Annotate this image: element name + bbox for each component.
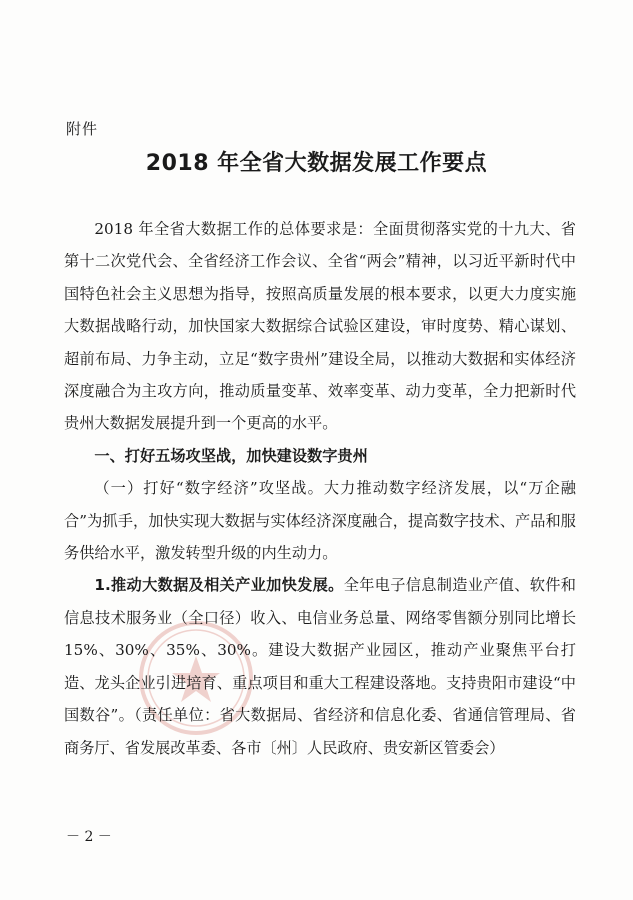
document-title: 2018 年全省大数据发展工作要点 — [145, 151, 488, 176]
item-text: 全年电子信息制造业产值、软件和信息技术服务业（全口径）收入、电信业务总量、网络零售额分别同比增长 15%、30%、35%、30%。建设大数据产业园区，推动产业聚焦平台打造、龙头企业引进培育、重点项目和重大工程建设落地。支持贵阳市建设“中国数谷”。（责任单位：省大数据局、省经济和信息化委、省通信管理局、省商务厅、省发展改革委、各市〔州〕人民政府、贵安新区管委会） — [64, 576, 576, 757]
item-paragraph — [64, 569, 576, 763]
item-heading: 1.推动大数据及相关产业加快发展。 — [94, 576, 344, 595]
document-body — [64, 213, 576, 764]
attachment-label: 附件 — [66, 120, 99, 138]
page-number: － 2 － — [66, 829, 112, 845]
section-heading: 一、打好五场攻坚战，加快建设数字贵州 — [94, 446, 368, 465]
subsection-paragraph: （一）打好“数字经济”攻坚战。大力推动数字经济发展，以“万企融合”为抓手，加快实现大数据与实体经济深度融合，提高数字技术、产品和服务供给水平，激发转型升级的内生动力。 — [64, 479, 576, 563]
intro-paragraph: 2018 年全省大数据工作的总体要求是：全面贯彻落实党的十九大、省第十二次党代会、全省经济工作会议、全省“两会”精神，以习近平新时代中国特色社会主义思想为指导，按照高质量发展的根本要求，以更大力度实施大数据战略行动，加快国家大数据综合试验区建设，审时度势、精心谋划、超前布局、力争主动，立足“数字贵州”建设全局，以推动大数据和实体经济深度融合为主攻方向，推动质量变革、效率变革、动力变革，全力把新时代贵州大数据发展提升到一个更高的水平。 — [64, 220, 576, 433]
